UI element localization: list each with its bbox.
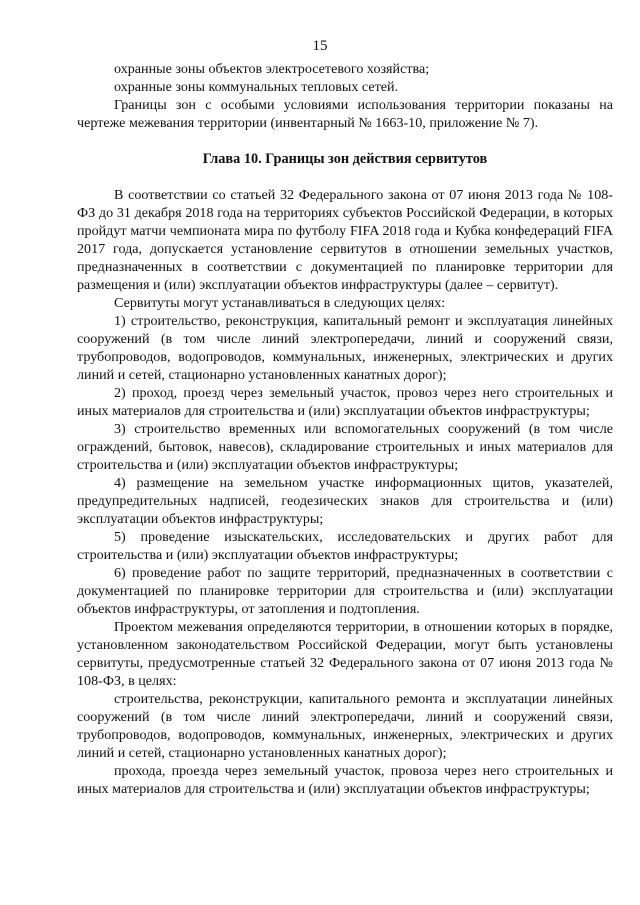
- law-intro-paragraph: В соответствии со статьей 32 Федерального закона от 07 июня 2013 года № 108-ФЗ до 31 декабря 2018 года на территориях субъектов Российской Федерации, в которых пройдут матчи чемпионата мира по футболу FIFA 2018 года и Кубка конфедераций FIFA 2017 года, допускается установление сервитутов в отношении земельных участков, предназначенных в соответствии с документацией по планировке территории для размещения и (или) эксплуатации объектов инфраструктуры (далее – сервитут).: [77, 187, 613, 293]
- purpose-item-6: 6) проведение работ по защите территорий, предназначенных в соответствии с документацией по планировке территории для строительства и (или) эксплуатации объектов инфраструктуры, от затопления и подтопления.: [77, 565, 613, 617]
- project-purpose-2: прохода, проезда через земельный участок, провоза через него строительных и иных материалов для строительства и (или) эксплуатации объектов инфраструктуры;: [77, 763, 613, 797]
- purpose-item-1: 1) строительство, реконструкция, капитальный ремонт и эксплуатация линейных сооружений (в том числе линий электропередачи, линий и сооружений связи, трубопроводов, водопроводов, коммунальных, инженерных, электрических и других линий и сетей, стационарно установленных канатных дорог);: [77, 313, 613, 383]
- purpose-item-3: 3) строительство временных или вспомогательных сооружений (в том числе ограждений, бытовок, навесов), складирование строительных и иных материалов для строительства и (или) эксплуатации объектов инфраструктуры;: [77, 421, 613, 473]
- purposes-lead: Сервитуты могут устанавливаться в следующих целях:: [114, 295, 446, 311]
- purpose-item-4: 4) размещение на земельном участке информационных щитов, указателей, предупредительных надписей, геодезических знаков для строительства и (или) эксплуатации объектов инфраструктуры;: [77, 475, 613, 527]
- intro-line-1: охранные зоны объектов электросетевого хозяйства;: [114, 61, 430, 77]
- project-purpose-1: строительства, реконструкции, капитального ремонта и эксплуатации линейных сооружений (в том числе линий электропередачи, линий и сооружений связи, трубопроводов, водопроводов, коммунальных, инженерных, электрических и других линий и сетей, стационарно установленных канатных дорог);: [77, 691, 613, 761]
- purpose-item-5: 5) проведение изыскательских, исследовательских и других работ для строительства и (или) эксплуатации объектов инфраструктуры;: [77, 529, 613, 563]
- page-number: 15: [312, 38, 328, 54]
- zones-note: Границы зон с особыми условиями использования территории показаны на чертеже межевания территории (инвентарный № 1663-10, приложение № 7).: [77, 97, 613, 131]
- project-lead-paragraph: Проектом межевания определяются территории, в отношении которых в порядке, установленном законодательством Российской Федерации, могут быть установлены сервитуты, предусмотренные статьей 32 Федерального закона от 07 июня 2013 года № 108-ФЗ, в целях:: [77, 619, 613, 689]
- intro-line-2: охранные зоны коммунальных тепловых сетей.: [114, 79, 399, 95]
- document-body: [77, 60, 613, 798]
- chapter-title: Глава 10. Границы зон действия сервитутов: [202, 151, 488, 167]
- purpose-item-2: 2) проход, проезд через земельный участок, провоз через него строительных и иных материалов для строительства и (или) эксплуатации объектов инфраструктуры;: [77, 385, 613, 419]
